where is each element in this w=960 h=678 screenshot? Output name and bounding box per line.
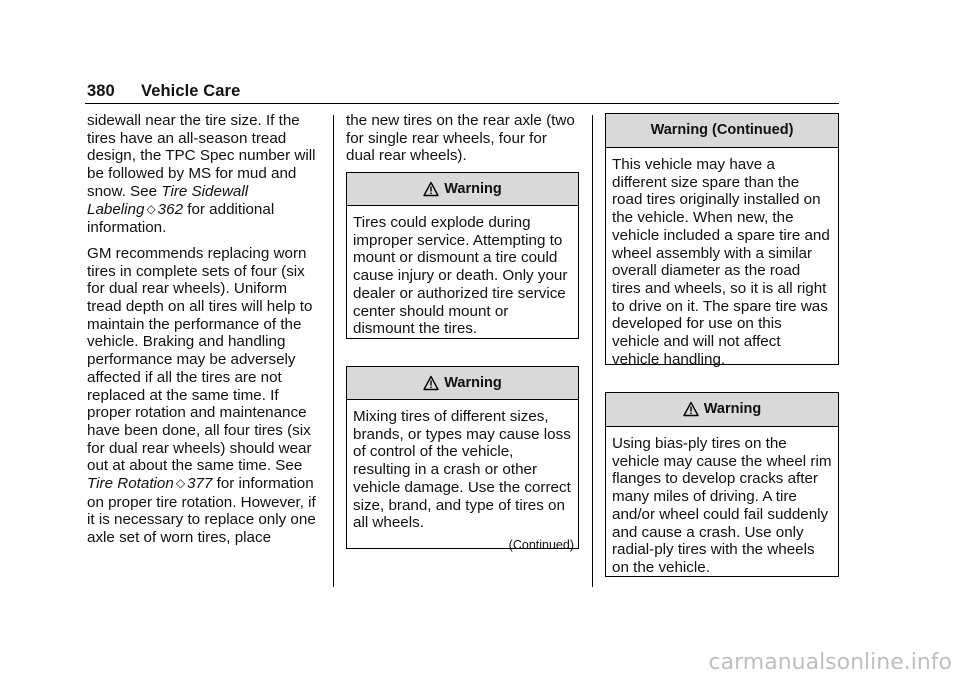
section-title: Vehicle Care [141, 82, 241, 100]
warning-body: Tires could explode during improper service. Attempting to mount or dismount a tire could cause injury or death. Only your dealer or authorized tire service center should mount or dismount the tires. [353, 214, 568, 338]
warning-triangle-icon [683, 401, 699, 417]
page-ref[interactable]: 362 [157, 200, 184, 218]
text: for additional information. [87, 200, 275, 237]
warning-title: Warning [703, 401, 762, 417]
page-arrow-icon: ◇ [175, 476, 186, 491]
paragraph [87, 245, 319, 547]
warning-box [605, 392, 839, 577]
warning-box [346, 366, 579, 552]
column-divider [592, 115, 593, 587]
warning-body: This vehicle may have a different size spare than the road tires originally installed on the vehicle. When new, the vehicle included a spare tire and wheel assembly with a similar overall diameter as the road tires and wheels, so it is all right to drive on it. The spare tire was developed for use on this vehicle and will not affect vehicle handling. [612, 156, 830, 368]
warning-header [347, 367, 578, 400]
cross-reference-link[interactable]: Tire Sidewall Labeling [87, 182, 249, 218]
warning-triangle-icon [423, 375, 439, 391]
page-number: 380 [87, 82, 115, 100]
warning-title: Warning [444, 375, 502, 391]
text: for information on proper tire rotation. However, if it is necessary to replace only one axle set of worn tires, place [87, 475, 316, 547]
text: GM recommends replacing worn tires in complete sets of four (six for dual rear wheels). Uniform tread depth on all tires will help to maintain the performance of the vehicle. Braking and handling performance may be adversely affected if all the tires are not replaced at the same time. If proper rotation and maintenance have been done, all four tires (six for dual rear wheels) should wear out at about the same time. See [87, 244, 313, 475]
warning-title: Warning [444, 181, 502, 197]
header-rule [85, 103, 839, 104]
cross-reference-link[interactable]: Tire Rotation [87, 475, 174, 493]
continued-label: (Continued) [508, 537, 574, 552]
column-2 [346, 112, 578, 173]
page-header [87, 82, 240, 101]
warning-box [346, 172, 579, 339]
text: sidewall near the tire size. If the tires have an all-season tread design, the TPC Spec number will be followed by MS for mud and snow. See [87, 112, 316, 200]
warning-header [606, 393, 838, 427]
warning-triangle-icon [423, 181, 439, 197]
column-1 [87, 112, 319, 555]
warning-header [347, 173, 578, 206]
warning-header: Warning (Continued) [606, 114, 838, 148]
warning-box-continued [605, 113, 839, 368]
paragraph [87, 112, 319, 237]
page-ref[interactable]: 377 [187, 475, 213, 493]
watermark: carmanualsonline.info [708, 650, 952, 675]
column-divider [333, 115, 334, 587]
page-arrow-icon: ◇ [146, 201, 156, 216]
warning-body: Using bias-ply tires on the vehicle may cause the wheel rim flanges to develop cracks after many miles of driving. A tire and/or wheel could fail suddenly and cause a crash. Use only radial-ply tires with the wheels on the vehicle. [612, 435, 832, 576]
warning-body: Mixing tires of different sizes, brands, or types may cause loss of control of the vehicle, resulting in a crash or other vehicle damage. Use the correct size, brand, and type of tires on all wheels. [353, 408, 571, 532]
paragraph: the new tires on the rear axle (two for single rear wheels, four for dual rear wheels). [346, 112, 575, 165]
